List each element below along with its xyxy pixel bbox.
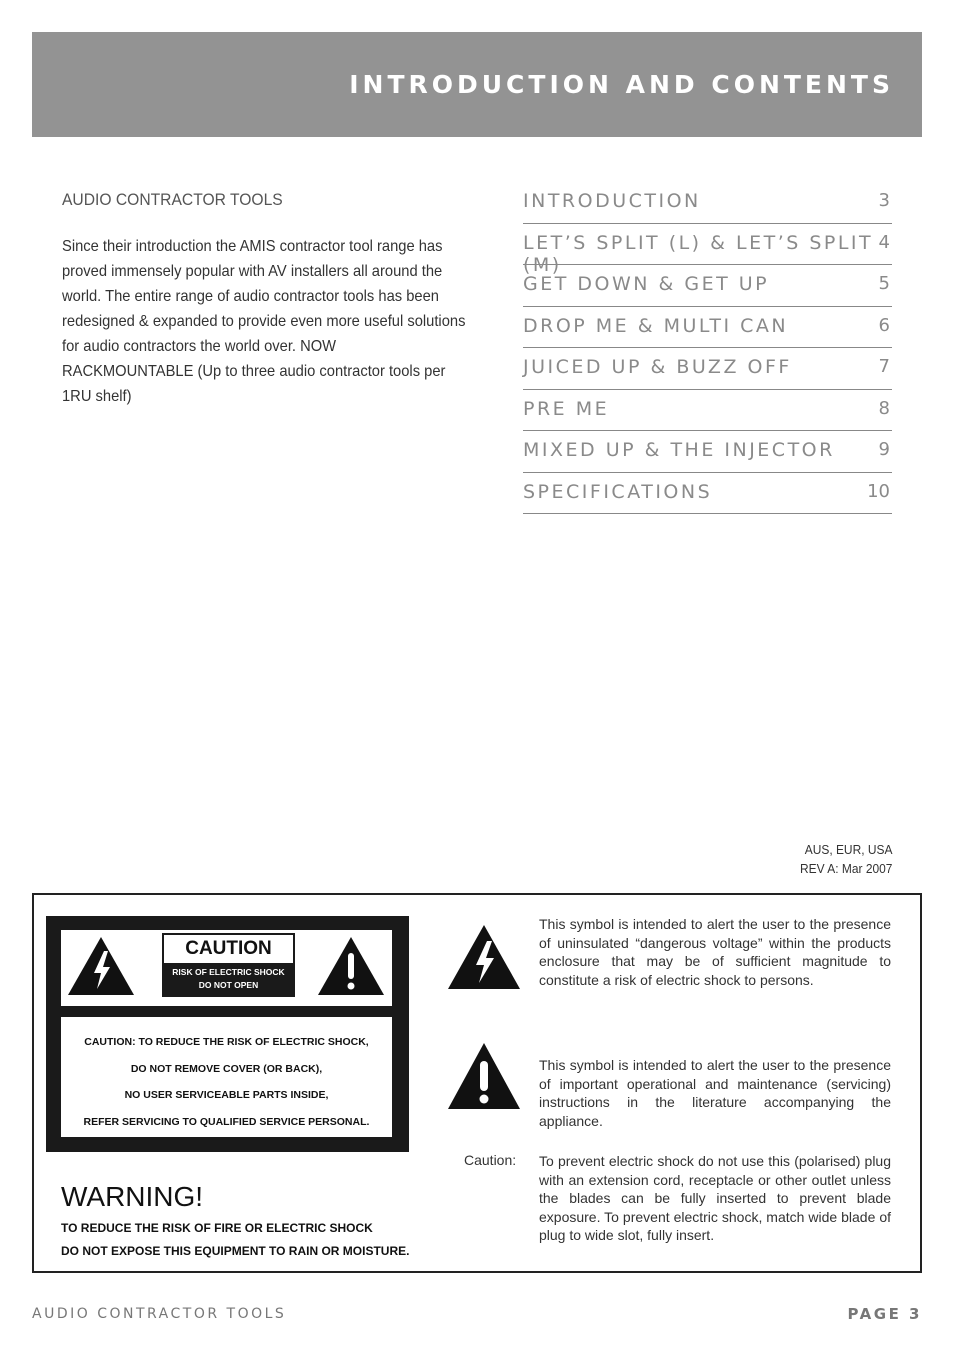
toc-row[interactable] xyxy=(523,307,892,349)
lightning-warning-icon xyxy=(66,935,136,997)
warning-title: WARNING! xyxy=(61,1181,204,1212)
caution-line: DO NOT REMOVE COVER (OR BACK), xyxy=(130,1062,323,1075)
caution-badge-title: CAUTION xyxy=(164,935,293,963)
caution-line: NO USER SERVICEABLE PARTS INSIDE, xyxy=(124,1089,329,1101)
toc-page: 6 xyxy=(878,314,890,336)
revision-regions: AUS, EUR, USA xyxy=(804,842,892,857)
caution-lines xyxy=(61,1029,392,1135)
caution-label-top xyxy=(61,930,392,1006)
toc-label: INTRODUCTION xyxy=(523,190,701,212)
toc-label: PRE ME xyxy=(523,397,610,420)
exclamation-warning-icon xyxy=(446,1041,522,1111)
toc-page: 8 xyxy=(878,397,890,419)
page-title: INTRODUCTION AND CONTENTS xyxy=(349,70,894,99)
toc-label: LET’S SPLIT (L) & LET’S SPLIT (M) xyxy=(523,231,874,276)
caution-instructions xyxy=(61,1017,392,1137)
toc-row[interactable] xyxy=(523,265,892,307)
table-of-contents xyxy=(523,182,892,514)
revision-date: REV A: Mar 2007 xyxy=(799,861,892,876)
toc-label: SPECIFICATIONS xyxy=(523,480,713,503)
toc-label: GET DOWN & GET UP xyxy=(523,273,770,295)
voltage-symbol-text: This symbol is intended to alert the user to the presence of uninsulated “dangerous voltage” within the products enclosure that may be of sufficient magnitude to constitute a risk of electric shock to persons. xyxy=(539,916,891,988)
toc-row[interactable] xyxy=(523,182,892,224)
caution-line: REFER SERVICING TO QUALIFIED SERVICE PERSONAL. xyxy=(83,1115,370,1128)
toc-label: MIXED UP & THE INJECTOR xyxy=(523,439,835,461)
caution-line: CAUTION: TO REDUCE THE RISK OF ELECTRIC SHOCK, xyxy=(84,1036,369,1048)
caution-text: To prevent electric shock do not use this (polarised) plug with an extension cord, receptacle or other outlet unless the blades can be fully inserted to prevent blade exposure. To prevent electric shock, match wide blade of plug to wide slot, fully insert. xyxy=(539,1153,891,1243)
toc-page: 9 xyxy=(878,439,890,460)
caution-badge-subtitle xyxy=(162,966,295,992)
warning-line: TO REDUCE THE RISK OF FIRE OR ELECTRIC SHOCK xyxy=(61,1221,373,1235)
caution-badge-sub2: DO NOT OPEN xyxy=(198,980,259,990)
warning-line: DO NOT EXPOSE THIS EQUIPMENT TO RAIN OR MOISTURE. xyxy=(61,1244,410,1258)
page-number: PAGE 3 xyxy=(847,1305,922,1323)
toc-row[interactable] xyxy=(523,348,892,390)
exclamation-warning-icon xyxy=(316,935,386,997)
toc-row[interactable] xyxy=(523,473,892,515)
caution-label: Caution: xyxy=(464,1152,517,1168)
caution-label-panel xyxy=(46,916,409,1152)
header-band xyxy=(32,32,922,137)
caution-badge xyxy=(162,933,295,997)
toc-page: 3 xyxy=(878,190,890,211)
caution-badge-sub1: RISK OF ELECTRIC SHOCK xyxy=(172,967,285,977)
exclamation-symbol-text: This symbol is intended to alert the user to the presence of important operational and maintenance (servicing) instructions in the literature accompanying the appliance. xyxy=(539,1057,891,1129)
toc-page: 4 xyxy=(878,231,890,253)
intro-heading: AUDIO CONTRACTOR TOOLS xyxy=(62,190,283,209)
lightning-warning-icon xyxy=(446,923,522,991)
toc-page: 10 xyxy=(867,480,890,502)
toc-row[interactable] xyxy=(523,224,892,276)
revision-info xyxy=(792,840,892,878)
safety-box xyxy=(32,893,922,1273)
toc-row[interactable] xyxy=(523,390,892,432)
toc-label: JUICED UP & BUZZ OFF xyxy=(523,356,792,378)
footer-title: AUDIO CONTRACTOR TOOLS xyxy=(32,1306,287,1322)
toc-page: 7 xyxy=(878,356,890,377)
warning-lines xyxy=(61,1217,409,1263)
toc-page: 5 xyxy=(878,273,890,294)
toc-row[interactable] xyxy=(523,431,892,473)
intro-body: Since their introduction the AMIS contractor tool range has proved immensely popular with AV installers all around the world. The entire range of audio contractor tools has been redesigned & expanded to provide even more useful solutions for audio contractors the world over. NOW RACKMOUNTABLE (Up to three audio contractor tools per 1RU shelf) xyxy=(62,238,466,405)
toc-label: DROP ME & MULTI CAN xyxy=(523,314,789,337)
